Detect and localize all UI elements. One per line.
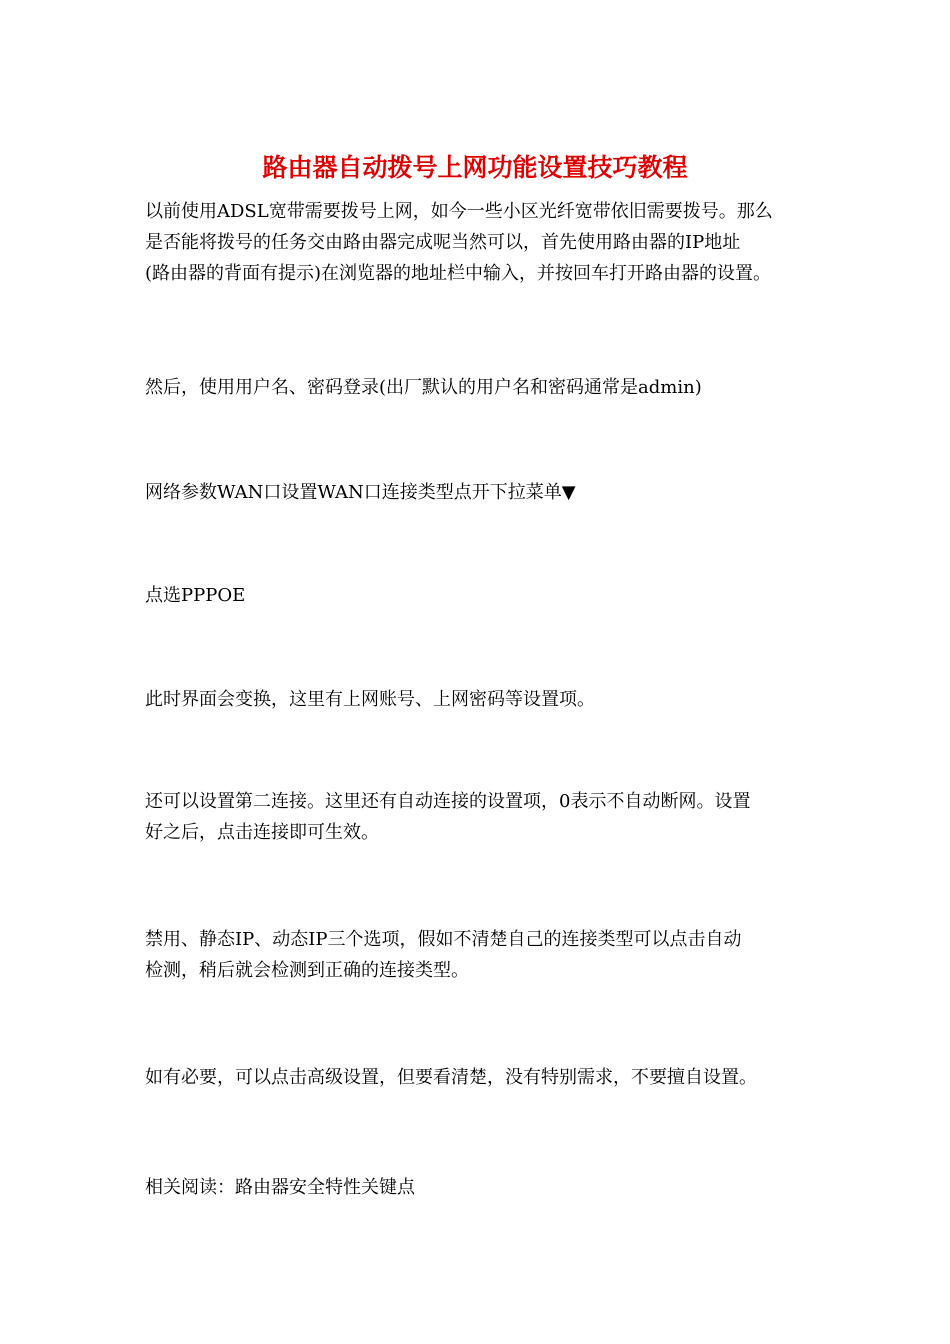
- paragraph-line: 好之后，点击连接即可生效。: [145, 822, 379, 843]
- paragraph-wan-settings: [145, 477, 815, 508]
- paragraph-line: 网络参数WAN口设置WAN口连接类型点开下拉菜单▼: [145, 482, 576, 503]
- paragraph-line: 禁用、静态IP、动态IP三个选项，假如不清楚自己的连接类型可以点击自动: [145, 929, 742, 950]
- paragraph-line: (路由器的背面有提示)在浏览器的地址栏中输入，并按回车打开路由器的设置。: [145, 263, 772, 284]
- paragraph-interface-change: [145, 684, 815, 715]
- paragraph-advanced-settings: [145, 1062, 815, 1093]
- paragraph-line: 是否能将拨号的任务交由路由器完成呢当然可以，首先使用路由器的IP地址: [145, 232, 741, 253]
- paragraph-line: 此时界面会变换，这里有上网账号、上网密码等设置项。: [145, 689, 595, 710]
- document-title: 路由器自动拨号上网功能设置技巧教程: [262, 153, 688, 182]
- paragraph-line: 如有必要，可以点击高级设置，但要看清楚，没有特别需求，不要擅自设置。: [145, 1067, 757, 1088]
- paragraph-second-connection: [145, 786, 815, 848]
- paragraph-pppoe: [145, 580, 815, 611]
- paragraph-line: 以前使用ADSL宽带需要拨号上网，如今一些小区光纤宽带依旧需要拨号。那么: [145, 201, 773, 222]
- paragraph-line: 还可以设置第二连接。这里还有自动连接的设置项，0表示不自动断网。设置: [145, 791, 751, 812]
- paragraph-login: [145, 372, 815, 403]
- paragraph-intro: [145, 196, 815, 289]
- paragraph-connection-types: [145, 924, 815, 986]
- paragraph-line: 相关阅读：路由器安全特性关键点: [145, 1177, 415, 1198]
- paragraph-line: 点选PPPOE: [145, 585, 246, 606]
- paragraph-related-reading: [145, 1172, 815, 1203]
- paragraph-line: 然后，使用用户名、密码登录(出厂默认的用户名和密码通常是admin): [145, 377, 702, 398]
- paragraph-line: 检测，稍后就会检测到正确的连接类型。: [145, 960, 469, 981]
